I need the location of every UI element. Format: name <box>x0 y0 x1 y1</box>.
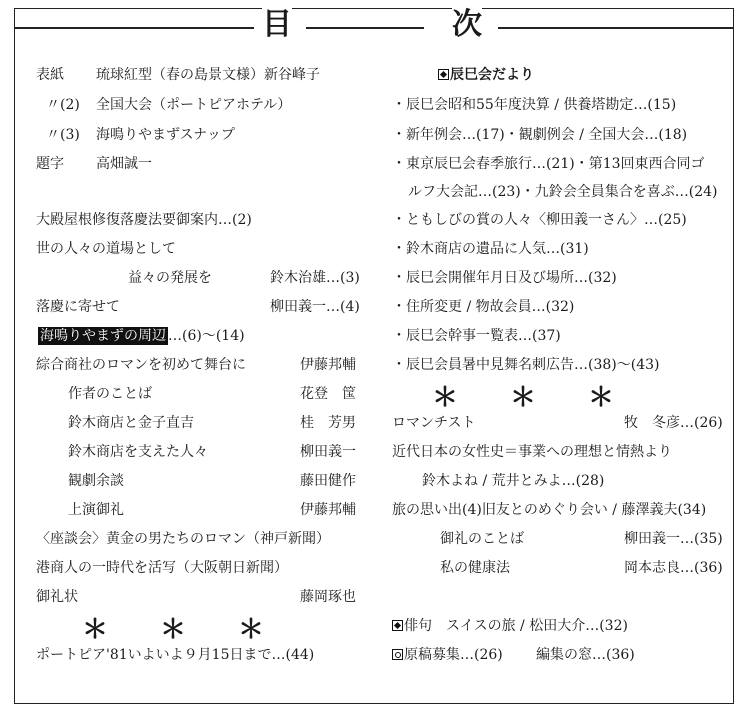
feature-heading <box>38 327 245 345</box>
diamond-box-icon <box>392 620 403 631</box>
cover-item-2: 全国大会（ポートピアホテル） <box>96 97 292 113</box>
title-rule-right <box>498 27 734 29</box>
feature-sub-1-author: 伊藤邦輔 <box>300 357 356 373</box>
news-item-6: ・辰巳会開催年月日及び場所…(32) <box>392 270 617 286</box>
toc-item-romantist-author: 牧 冬彦…(26) <box>624 415 723 431</box>
toc-item-orei-kotoba: 御礼のことば <box>440 531 524 547</box>
news-item-2: ・新年例会…(17)・観劇例会 / 全国大会…(18) <box>392 127 688 143</box>
feature-pages: …(6)〜(14) <box>168 328 245 344</box>
diamond-box-icon <box>438 69 449 80</box>
title-calligraphy-author: 高畑誠一 <box>96 156 152 172</box>
toc-item-daiden: 大殿屋根修復落慶法要御案内…(2) <box>36 212 252 228</box>
feature-sub-3-author: 桂 芳男 <box>300 415 356 431</box>
toc-item-kenko: 私の健康法 <box>440 560 510 576</box>
toc-item-haiku <box>392 617 628 635</box>
news-item-4: ・ともしびの賞の人々〈柳田義一さん〉…(25) <box>392 212 687 228</box>
toc-item-yo-1: 世の人々の道場として <box>36 241 176 257</box>
toc-item-kenko-author: 岡本志良…(36) <box>624 560 723 576</box>
news-item-3a: ・東京辰巳会春季旅行…(21)・第13回東西合同ゴ <box>392 156 705 172</box>
toc-item-romantist: ロマンチスト <box>392 415 476 431</box>
feature-sub-6-title: 上演御礼 <box>68 502 124 518</box>
title-rule-left <box>14 27 254 29</box>
feature-sub-2-title: 作者のことば <box>68 386 152 402</box>
feature-highlight: 海鳴りやまずの周辺 <box>40 328 166 344</box>
toc-item-kindai-1: 近代日本の女性史＝事業への理想と情熱より <box>392 444 672 460</box>
news-item-7: ・住所変更 / 物故会員…(32) <box>392 299 575 315</box>
toc-item-orei: 御礼状 <box>36 589 78 605</box>
right-star-separator: ＊ ＊ ＊ <box>432 383 615 413</box>
news-item-5: ・鈴木商店の遺品に人気…(31) <box>392 241 589 257</box>
toc-item-yo-2: 益々の発展を <box>128 270 212 286</box>
feature-sub-4-author: 柳田義一 <box>300 444 356 460</box>
toc-item-orei-kotoba-author: 柳田義一…(35) <box>624 531 723 547</box>
left-star-separator: ＊ ＊ ＊ <box>82 615 265 645</box>
feature-sub-6-author: 伊藤邦輔 <box>300 502 356 518</box>
cover-item-3: 海鳴りやまずスナップ <box>96 127 235 143</box>
circle-box-icon <box>392 649 403 660</box>
feature-sub-1-title: 綜合商社のロマンを初めて舞台に <box>36 357 246 373</box>
toc-item-orei-author: 藤岡琢也 <box>300 589 356 605</box>
feature-sub-4-title: 鈴木商店を支えた人々 <box>68 444 208 460</box>
cover-ditto-3: 〃(3) <box>46 127 80 143</box>
feature-sub-2-author: 花登 筺 <box>300 386 356 402</box>
genko-text: 原稿募集…(26) <box>404 647 503 663</box>
toc-item-tabi: 旅の思い出(4)旧友とのめぐり会い / 藤澤義夫(34) <box>392 502 707 518</box>
page-title-left-char: 目 <box>262 7 292 42</box>
toc-item-rakkei-author: 柳田義一…(4) <box>270 299 360 315</box>
cover-ditto-2: 〃(2) <box>46 97 80 113</box>
feature-sub-5-author: 藤田健作 <box>300 473 356 489</box>
section-title: 辰巳会だより <box>450 67 534 83</box>
feature-sub-5-title: 観劇余談 <box>68 473 124 489</box>
feature-sub-3-title: 鈴木商店と金子直吉 <box>68 415 194 431</box>
cover-label: 表紙 <box>36 67 64 83</box>
news-item-9: ・辰巳会員暑中見舞名刺広告…(38)〜(43) <box>392 357 660 373</box>
cover-item-1: 琉球紅型（春の島景文様）新谷峰子 <box>96 67 320 83</box>
title-calligraphy-label: 題字 <box>36 156 64 172</box>
title-rule-middle <box>306 27 424 29</box>
toc-item-kindai-2: 鈴木よね / 荒井とみよ…(28) <box>422 473 605 489</box>
page-title-right-char: 次 <box>452 7 482 42</box>
toc-item-zadankai: 〈座談会〉黄金の男たちのロマン（神戸新聞） <box>36 531 330 547</box>
section-heading-tatsumikai <box>438 66 534 84</box>
toc-item-yo-author: 鈴木治雄…(3) <box>270 270 360 286</box>
haiku-text: 俳句 スイスの旅 / 松田大介…(32) <box>404 618 628 634</box>
toc-item-henshu: 編集の窓…(36) <box>536 647 635 663</box>
news-item-8: ・辰巳会幹事一覧表…(37) <box>392 328 561 344</box>
toc-item-genko <box>392 646 503 664</box>
news-item-3b: ルフ大会記…(23)・九鈴会全員集合を喜ぶ…(24) <box>408 184 718 200</box>
news-item-1: ・辰巳会昭和55年度決算 / 供養塔勘定…(15) <box>392 97 677 113</box>
toc-item-rakkei: 落慶に寄せて <box>36 299 120 315</box>
toc-item-portopia: ポートピア'81いよいよ９月15日まで…(44) <box>36 647 315 663</box>
toc-item-shojin: 港商人の一時代を活写（大阪朝日新聞） <box>36 560 288 576</box>
